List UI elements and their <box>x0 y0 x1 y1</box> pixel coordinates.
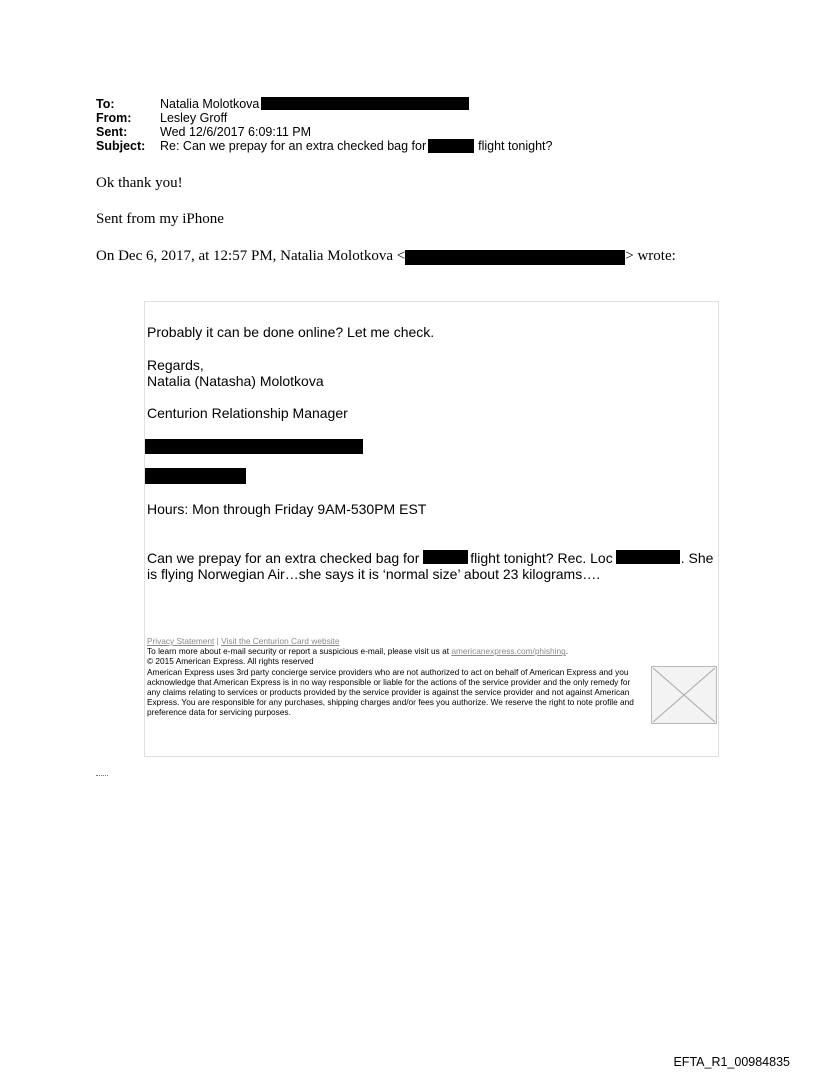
question-part1: Can we prepay for an extra checked bag for <box>147 550 420 566</box>
email-header <box>96 97 552 153</box>
quoted-line-1: Probably it can be done online? Let me check. <box>147 324 435 340</box>
copyright-text: © 2015 American Express. All rights reserved <box>147 656 314 667</box>
from-row <box>96 111 552 125</box>
redaction-block <box>145 439 363 454</box>
question-part3: . She <box>680 550 714 566</box>
original-question <box>147 550 713 566</box>
redaction-block <box>423 550 468 564</box>
quote-intro-part2: > wrote: <box>625 248 676 264</box>
footer-links <box>147 636 643 646</box>
subject-value-part1: Re: Can we prepay for an extra checked bag for <box>160 139 427 153</box>
from-value: Lesley Groff <box>160 111 228 125</box>
quoted-message <box>144 301 719 757</box>
quote-intro-part1: On Dec 6, 2017, at 12:57 PM, Natalia Molotkova < <box>96 248 406 264</box>
redaction-block <box>616 550 680 564</box>
to-value: Natalia Molotkova <box>160 97 260 111</box>
to-row <box>96 97 552 111</box>
link-separator: | <box>216 636 219 646</box>
from-label: From: <box>96 111 132 125</box>
disclaimer-text: American Express uses 3rd party concierge service providers who are not authorized to act on behalf of American Express and you acknowledge that American Express is in no way responsible or liable for the actions of the service provider and the only remedy for any claims relating to services or products provided by the service provider is against the service provider and not against American Express. You are responsible for any purchases, shipping charges and/or fees you authorize. We reserve the right to note profile and preference data for servicing purposes. <box>147 666 634 718</box>
to-label: To: <box>96 97 115 111</box>
privacy-statement-link[interactable]: Privacy Statement <box>147 636 215 646</box>
image-placeholder-icon <box>651 666 717 724</box>
subject-value-part2: flight tonight? <box>478 139 553 153</box>
subject-row <box>96 139 552 153</box>
subject-label: Subject: <box>96 139 146 153</box>
centurion-website-link[interactable]: Visit the Centurion Card website <box>221 636 340 646</box>
question-line-2: is flying Norwegian Air…she says it is ‘normal size’ about 23 kilograms…. <box>147 566 601 582</box>
sender-name: Natalia (Natasha) Molotkova <box>147 373 324 389</box>
document-id: EFTA_R1_00984835 <box>673 1055 790 1069</box>
notice-period: . <box>565 646 569 657</box>
quote-intro <box>96 248 676 265</box>
broken-image-icon <box>652 667 716 723</box>
reply-text: Ok thank you! <box>96 175 183 191</box>
sender-title: Centurion Relationship Manager <box>147 405 348 421</box>
redaction-block <box>261 97 469 110</box>
security-notice-text: To learn more about e-mail security or report a suspicious e-mail, please visit us at <box>147 646 450 657</box>
hours-text: Hours: Mon through Friday 9AM-530PM EST <box>147 501 427 517</box>
security-notice <box>147 646 643 656</box>
scan-mark <box>96 772 108 776</box>
phishing-link[interactable]: americanexpress.com/phishing <box>451 646 566 657</box>
redaction-block <box>145 468 246 484</box>
redaction-block <box>405 250 625 265</box>
regards-text: Regards, <box>147 357 204 373</box>
redaction-block <box>428 139 474 153</box>
amex-footer <box>147 636 643 718</box>
signature-text: Sent from my iPhone <box>96 211 224 227</box>
sent-value: Wed 12/6/2017 6:09:11 PM <box>160 125 312 139</box>
question-part2: flight tonight? Rec. Loc <box>470 550 613 566</box>
sent-label: Sent: <box>96 125 128 139</box>
sent-row <box>96 125 552 139</box>
